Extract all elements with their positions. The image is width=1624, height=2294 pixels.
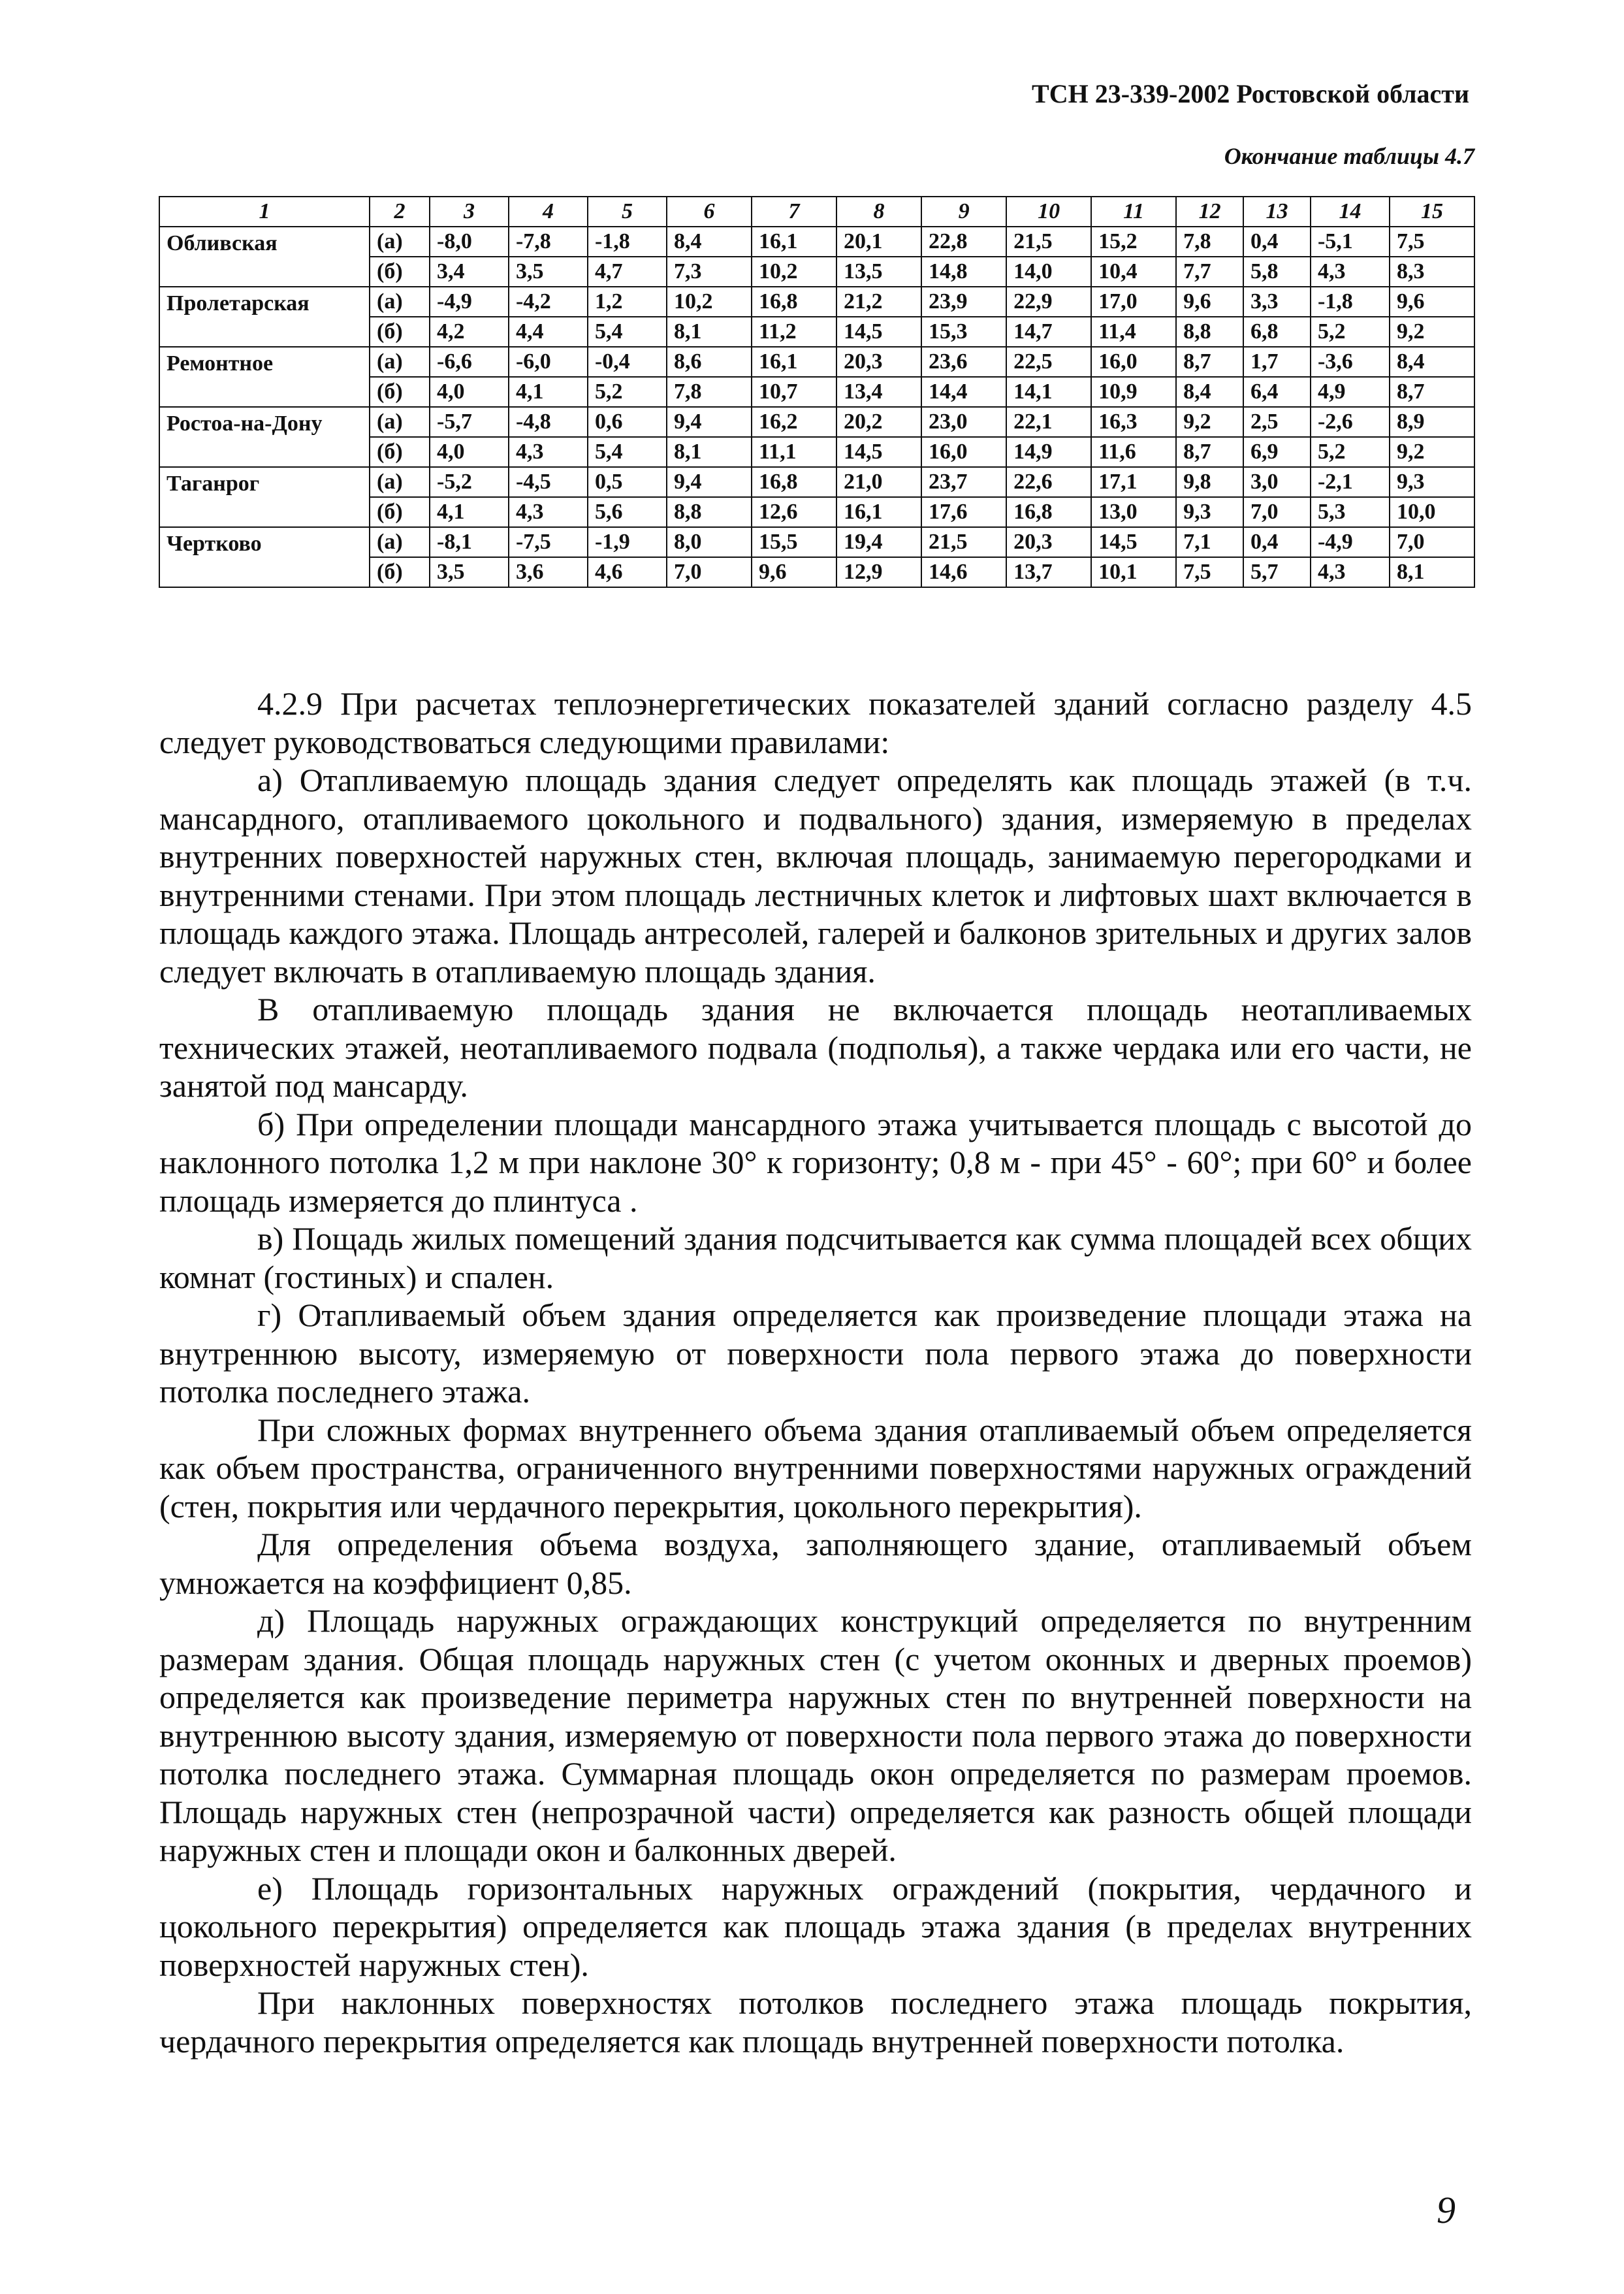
table-cell: 1,2 <box>588 287 667 317</box>
paragraph: д) Площадь наружных ограждающих конструкций определяется по внутренним размерам здания. Общая площадь наружных стен (с учетом оконных и дверных проемов) определяется как произведение периметра наружных стен по внутренней поверхности на внутреннюю высоту здания, измеряемую от поверхности пола первого этажа до поверхности потолка последнего этажа. Суммарная площадь окон определяется по размерам проемов. Площадь наружных стен (непрозрачной части) определяется как разность общей площади наружных стен и площади окон и балконных дверей. <box>159 1602 1472 1868</box>
table-cell: 8,8 <box>667 497 752 527</box>
table-cell: -4,8 <box>509 407 588 437</box>
station-name: Чертково <box>159 527 370 587</box>
column-header: 1 <box>159 197 370 227</box>
table-cell: 4,2 <box>430 317 509 347</box>
table-cell: 3,3 <box>1243 287 1311 317</box>
table-cell: 0,4 <box>1243 527 1311 557</box>
table-cell: 20,3 <box>1006 527 1091 557</box>
table-cell: 11,4 <box>1091 317 1176 347</box>
table-cell: 19,4 <box>836 527 921 557</box>
table-cell: 9,3 <box>1176 497 1243 527</box>
table-cell: 13,7 <box>1006 557 1091 587</box>
table-cell: 3,5 <box>430 557 509 587</box>
table-cell: 14,5 <box>836 317 921 347</box>
table-cell: 16,1 <box>752 347 836 377</box>
paragraph: В отапливаемую площадь здания не включается площадь неотапливаемых технических этажей, неотапливаемого подвала (подполья), а также чердака или его части, не занятой под мансарду. <box>159 991 1472 1104</box>
table-cell: 8,1 <box>667 317 752 347</box>
table-cell: 5,2 <box>1311 317 1390 347</box>
table-cell: 4,4 <box>509 317 588 347</box>
table-cell: 7,0 <box>1390 527 1474 557</box>
table-cell: 8,6 <box>667 347 752 377</box>
table-cell: 14,6 <box>921 557 1006 587</box>
table-cell: 5,6 <box>588 497 667 527</box>
table-cell: 12,9 <box>836 557 921 587</box>
table-cell: 8,9 <box>1390 407 1474 437</box>
table-cell: 16,2 <box>752 407 836 437</box>
page-number: 9 <box>1437 2189 1456 2231</box>
table-cell: 23,0 <box>921 407 1006 437</box>
table-cell: 8,7 <box>1176 437 1243 467</box>
table-cell: 7,3 <box>667 257 752 287</box>
table-cell: 14,1 <box>1006 377 1091 407</box>
table-cell: 13,0 <box>1091 497 1176 527</box>
paragraph: При наклонных поверхностях потолков последнего этажа площадь покрытия, чердачного перекрытия определяется как площадь внутренней поверхности потолка. <box>159 1984 1472 2060</box>
column-header: 8 <box>836 197 921 227</box>
table-cell: 9,3 <box>1390 467 1474 497</box>
column-header: 4 <box>509 197 588 227</box>
table-cell: 15,5 <box>752 527 836 557</box>
column-header: 9 <box>921 197 1006 227</box>
table-cell: -2,6 <box>1311 407 1390 437</box>
table-cell: 4,1 <box>430 497 509 527</box>
table-cell: 23,7 <box>921 467 1006 497</box>
table-cell: 8,3 <box>1390 257 1474 287</box>
table-cell: 3,0 <box>1243 467 1311 497</box>
table-cell: 0,6 <box>588 407 667 437</box>
table-cell: 9,2 <box>1390 317 1474 347</box>
table-cell: 13,5 <box>836 257 921 287</box>
table-cell: 17,1 <box>1091 467 1176 497</box>
table-cell: 16,8 <box>752 287 836 317</box>
table-cell: -4,9 <box>1311 527 1390 557</box>
table-cell: 22,6 <box>1006 467 1091 497</box>
table-cell: -2,1 <box>1311 467 1390 497</box>
station-name: Пролетарская <box>159 287 370 347</box>
table-cell: 7,8 <box>667 377 752 407</box>
table-cell: 23,9 <box>921 287 1006 317</box>
paragraph: Для определения объема воздуха, заполняющего здание, отапливаемый объем умножается на коэффициент 0,85. <box>159 1526 1472 1601</box>
table-cell: 15,2 <box>1091 227 1176 257</box>
paragraph: е) Площадь горизонтальных наружных ограждений (покрытия, чердачного и цокольного перекрытия) определяется как площадь этажа здания (в пределах внутренних поверхностей наружных стен). <box>159 1869 1472 1983</box>
table-cell: 5,2 <box>588 377 667 407</box>
table-cell: 15,3 <box>921 317 1006 347</box>
table-cell: -7,5 <box>509 527 588 557</box>
table-cell: 23,6 <box>921 347 1006 377</box>
table-row <box>159 347 1474 377</box>
table-cell: 4,3 <box>1311 257 1390 287</box>
table-cell: 20,3 <box>836 347 921 377</box>
table-cell: 4,1 <box>509 377 588 407</box>
table-cell: 16,1 <box>752 227 836 257</box>
table-cell: 21,0 <box>836 467 921 497</box>
table-cell: 22,1 <box>1006 407 1091 437</box>
paragraph: 4.2.9 При расчетах теплоэнергетических показателей зданий согласно разделу 4.5 следует руководствоваться следующими правилами: <box>159 685 1472 760</box>
table-cell: 12,6 <box>752 497 836 527</box>
paragraph: г) Отапливаемый объем здания определяется как произведение площади этажа на внутреннюю высоту, измеряемую от поверхности пола первого этажа до поверхности потолка последнего этажа. <box>159 1297 1472 1410</box>
climate-table <box>159 196 1475 588</box>
column-header: 7 <box>752 197 836 227</box>
table-cell: 14,5 <box>1091 527 1176 557</box>
table-cell: 8,8 <box>1176 317 1243 347</box>
row-variant: (б) <box>370 557 430 587</box>
station-name: Ростоа-на-Дону <box>159 407 370 467</box>
table-cell: 8,4 <box>667 227 752 257</box>
table-cell: -5,7 <box>430 407 509 437</box>
table-cell: 4,7 <box>588 257 667 287</box>
column-header: 3 <box>430 197 509 227</box>
table-cell: 17,6 <box>921 497 1006 527</box>
table-cell: -5,1 <box>1311 227 1390 257</box>
body-text <box>159 685 1472 2060</box>
table-cell: 14,0 <box>1006 257 1091 287</box>
column-header: 15 <box>1390 197 1474 227</box>
table-cell: -0,4 <box>588 347 667 377</box>
table-cell: 14,8 <box>921 257 1006 287</box>
table-cell: 10,9 <box>1091 377 1176 407</box>
table-cell: -7,8 <box>509 227 588 257</box>
table-cell: 17,0 <box>1091 287 1176 317</box>
column-header: 5 <box>588 197 667 227</box>
column-header: 6 <box>667 197 752 227</box>
table-cell: 6,9 <box>1243 437 1311 467</box>
table-cell: 8,0 <box>667 527 752 557</box>
table-cell: 8,4 <box>1176 377 1243 407</box>
table-cell: 9,6 <box>1390 287 1474 317</box>
row-variant: (а) <box>370 287 430 317</box>
table-row <box>159 227 1474 257</box>
table-cell: 9,6 <box>1176 287 1243 317</box>
row-variant: (б) <box>370 437 430 467</box>
table-cell: -4,2 <box>509 287 588 317</box>
table-cell: 5,4 <box>588 437 667 467</box>
table-cell: 7,5 <box>1390 227 1474 257</box>
table-cell: 4,9 <box>1311 377 1390 407</box>
row-variant: (б) <box>370 257 430 287</box>
row-variant: (б) <box>370 377 430 407</box>
table-cell: 14,9 <box>1006 437 1091 467</box>
table-cell: -4,9 <box>430 287 509 317</box>
table-row <box>159 527 1474 557</box>
table-cell: 10,7 <box>752 377 836 407</box>
table-cell: 16,1 <box>836 497 921 527</box>
column-header: 12 <box>1176 197 1243 227</box>
table-cell: 9,6 <box>752 557 836 587</box>
table-cell: 10,4 <box>1091 257 1176 287</box>
paragraph: б) При определении площади мансардного этажа учитывается площадь с высотой до наклонного потолка 1,2 м при наклоне 30° к горизонту; 0,8 м - при 45° - 60°; при 60° и более площадь измеряется до плинтуса . <box>159 1105 1472 1219</box>
table-cell: 5,4 <box>588 317 667 347</box>
paragraph: а) Отапливаемую площадь здания следует определять как площадь этажей (в т.ч. мансардного, отапливаемого цокольного и подвального) здания, измеряемую в пределах внутренних поверхностей наружных стен, включая площадь, занимаемую перегородками и внутренними стенами. При этом площадь лестничных клеток и лифтовых шахт включается в площадь каждого этажа. Площадь антресолей, галерей и балконов зрительных и других залов следует включать в отапливаемую площадь здания. <box>159 762 1472 990</box>
table-cell: 1,7 <box>1243 347 1311 377</box>
table-cell: -8,1 <box>430 527 509 557</box>
table-row <box>159 467 1474 497</box>
table-row <box>159 287 1474 317</box>
document-code: ТСН 23-339-2002 Ростовской области <box>1032 79 1469 108</box>
table-cell: 20,1 <box>836 227 921 257</box>
table-cell: 14,5 <box>836 437 921 467</box>
table-cell: 6,8 <box>1243 317 1311 347</box>
row-variant: (а) <box>370 467 430 497</box>
table-cell: 4,6 <box>588 557 667 587</box>
row-variant: (а) <box>370 347 430 377</box>
table-header-row <box>159 197 1474 227</box>
row-variant: (б) <box>370 317 430 347</box>
table-cell: 7,5 <box>1176 557 1243 587</box>
table-cell: 0,5 <box>588 467 667 497</box>
table-caption: Окончание таблицы 4.7 <box>1224 143 1474 169</box>
table-cell: 5,3 <box>1311 497 1390 527</box>
table-cell: 11,2 <box>752 317 836 347</box>
table-cell: 8,7 <box>1176 347 1243 377</box>
column-header: 14 <box>1311 197 1390 227</box>
table-cell: 13,4 <box>836 377 921 407</box>
table-cell: 8,4 <box>1390 347 1474 377</box>
table-row <box>159 407 1474 437</box>
table-cell: 0,4 <box>1243 227 1311 257</box>
row-variant: (а) <box>370 227 430 257</box>
table-cell: 16,3 <box>1091 407 1176 437</box>
table-cell: -6,0 <box>509 347 588 377</box>
column-header: 13 <box>1243 197 1311 227</box>
table-cell: -5,2 <box>430 467 509 497</box>
column-header: 2 <box>370 197 430 227</box>
table-cell: 11,1 <box>752 437 836 467</box>
table-cell: 8,7 <box>1390 377 1474 407</box>
table-cell: 4,0 <box>430 437 509 467</box>
table-cell: -1,9 <box>588 527 667 557</box>
table-cell: -3,6 <box>1311 347 1390 377</box>
table-cell: 22,8 <box>921 227 1006 257</box>
table-cell: 6,4 <box>1243 377 1311 407</box>
table-cell: 4,0 <box>430 377 509 407</box>
table-cell: 3,4 <box>430 257 509 287</box>
table-cell: 7,1 <box>1176 527 1243 557</box>
table-cell: 10,2 <box>667 287 752 317</box>
table-cell: 9,8 <box>1176 467 1243 497</box>
table-cell: -4,5 <box>509 467 588 497</box>
table-cell: 10,0 <box>1390 497 1474 527</box>
paragraph: При сложных формах внутреннего объема здания отапливаемый объем определяется как объем пространства, ограниченного внутренними поверхностями наружных ограждений (стен, покрытия или чердачного перекрытия, цокольного перекрытия). <box>159 1411 1472 1525</box>
table-cell: -1,8 <box>588 227 667 257</box>
table-cell: 10,2 <box>752 257 836 287</box>
row-variant: (а) <box>370 407 430 437</box>
station-name: Ремонтное <box>159 347 370 407</box>
table-cell: 4,3 <box>509 497 588 527</box>
paragraph: в) Пощадь жилых помещений здания подсчитывается как сумма площадей всех общих комнат (гостиных) и спален. <box>159 1220 1472 1295</box>
row-variant: (а) <box>370 527 430 557</box>
column-header: 10 <box>1006 197 1091 227</box>
table-cell: 14,7 <box>1006 317 1091 347</box>
table-cell: 21,2 <box>836 287 921 317</box>
table-cell: 10,1 <box>1091 557 1176 587</box>
table-cell: 16,0 <box>1091 347 1176 377</box>
table-cell: 22,9 <box>1006 287 1091 317</box>
station-name: Таганрог <box>159 467 370 527</box>
table-cell: 4,3 <box>1311 557 1390 587</box>
column-header: 11 <box>1091 197 1176 227</box>
table-cell: 9,4 <box>667 407 752 437</box>
table-cell: 9,2 <box>1176 407 1243 437</box>
table-cell: 11,6 <box>1091 437 1176 467</box>
table-cell: 22,5 <box>1006 347 1091 377</box>
table-cell: -1,8 <box>1311 287 1390 317</box>
row-variant: (б) <box>370 497 430 527</box>
climate-table-body <box>159 197 1474 587</box>
table-cell: 4,3 <box>509 437 588 467</box>
table-cell: -8,0 <box>430 227 509 257</box>
table-cell: 3,6 <box>509 557 588 587</box>
table-cell: 21,5 <box>1006 227 1091 257</box>
table-cell: 5,7 <box>1243 557 1311 587</box>
station-name: Обливская <box>159 227 370 287</box>
table-cell: 8,1 <box>1390 557 1474 587</box>
table-cell: 20,2 <box>836 407 921 437</box>
table-cell: 16,0 <box>921 437 1006 467</box>
table-cell: 7,0 <box>667 557 752 587</box>
table-cell: 16,8 <box>752 467 836 497</box>
table-cell: 16,8 <box>1006 497 1091 527</box>
table-cell: 3,5 <box>509 257 588 287</box>
table-cell: 2,5 <box>1243 407 1311 437</box>
table-cell: 7,8 <box>1176 227 1243 257</box>
table-cell: 21,5 <box>921 527 1006 557</box>
table-cell: 5,8 <box>1243 257 1311 287</box>
table-cell: 14,4 <box>921 377 1006 407</box>
table-cell: 8,1 <box>667 437 752 467</box>
table-cell: 5,2 <box>1311 437 1390 467</box>
table-cell: 7,7 <box>1176 257 1243 287</box>
table-cell: 9,2 <box>1390 437 1474 467</box>
table-cell: 9,4 <box>667 467 752 497</box>
table-cell: -6,6 <box>430 347 509 377</box>
table-cell: 7,0 <box>1243 497 1311 527</box>
